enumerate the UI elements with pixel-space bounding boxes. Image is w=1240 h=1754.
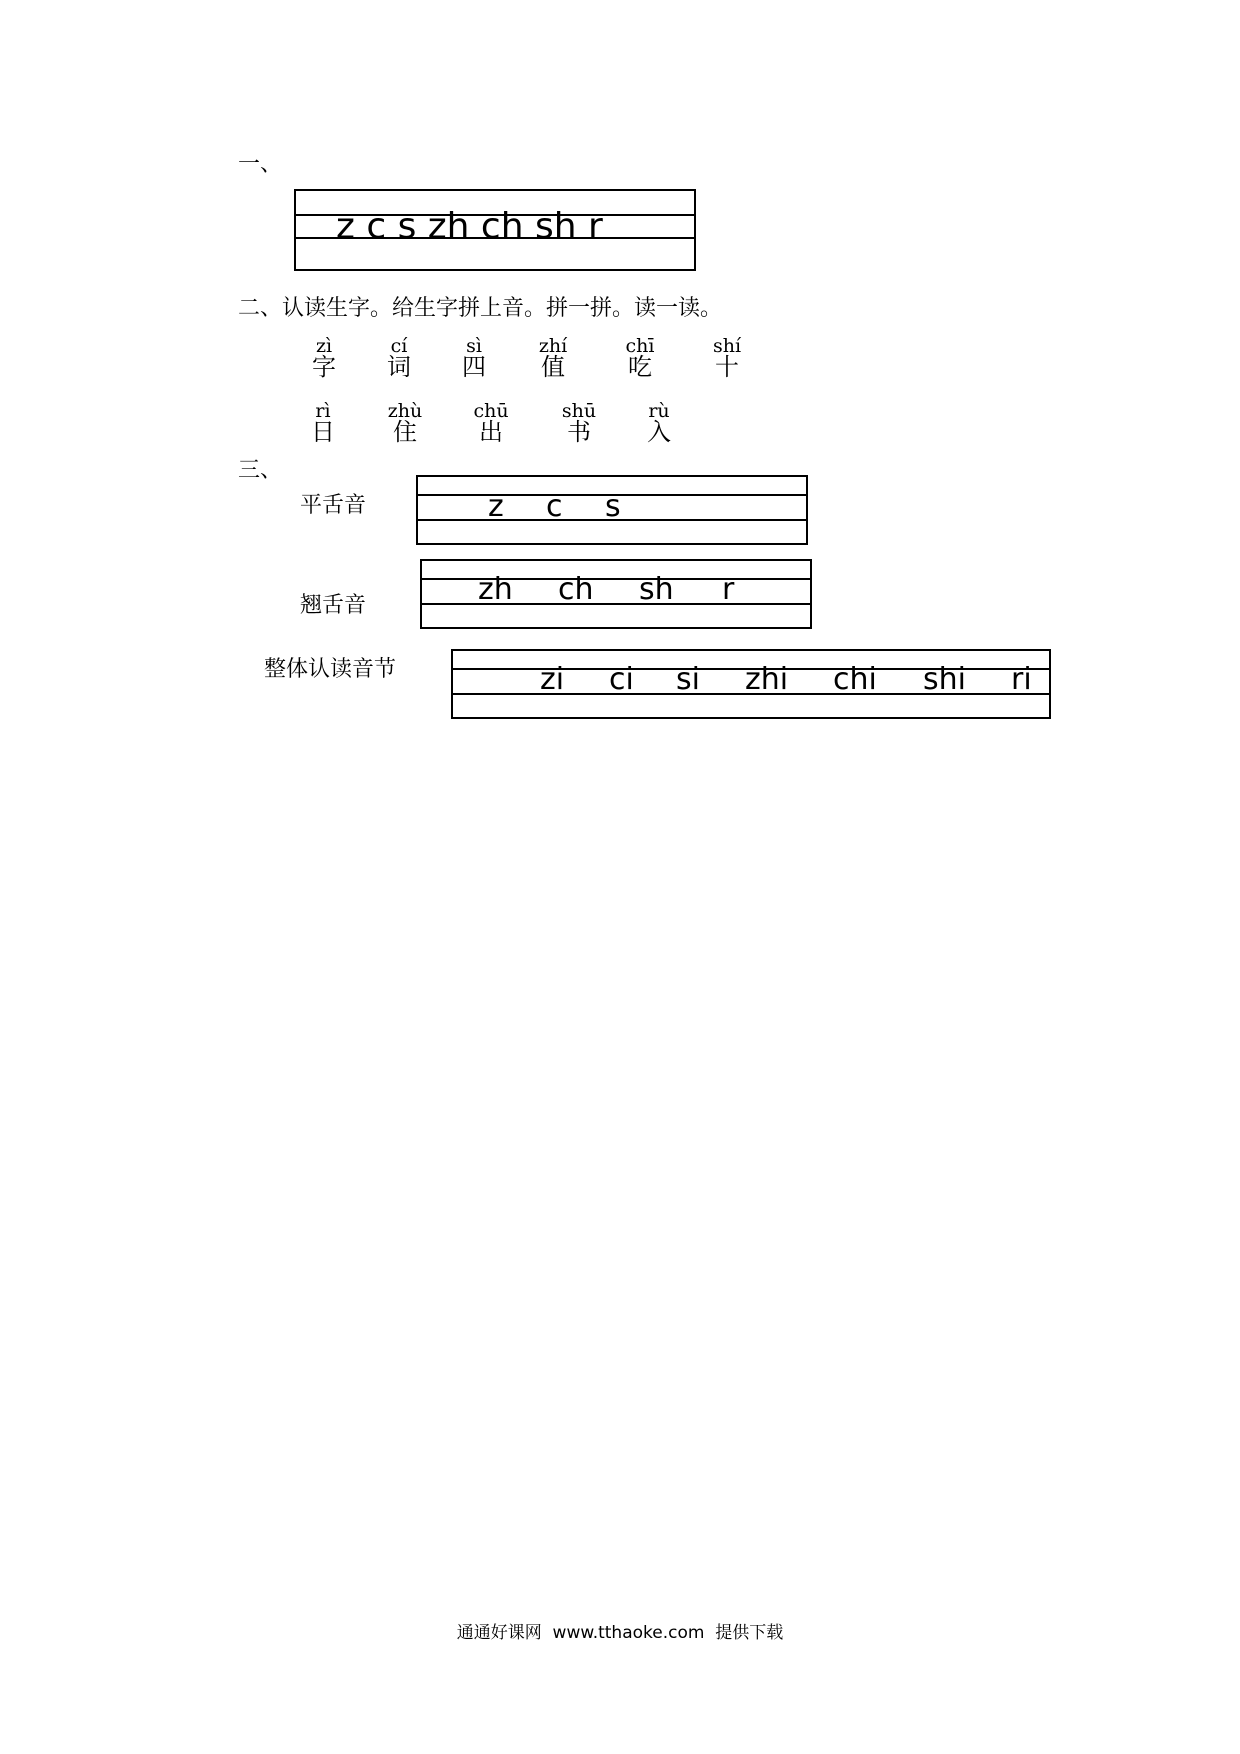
pinyin-label: cí xyxy=(390,335,408,357)
chinese-character: 字 xyxy=(312,353,336,381)
staff-syllable: zhi xyxy=(745,662,789,697)
section-3-number: 三、 xyxy=(238,458,283,483)
flat-tongue-staff xyxy=(416,475,808,545)
chinese-character: 入 xyxy=(647,418,671,446)
staff-syllable: shi xyxy=(923,662,966,697)
character-item xyxy=(434,336,514,380)
pinyin-label: rù xyxy=(648,400,670,422)
pinyin-label: zì xyxy=(315,335,333,357)
character-item xyxy=(283,401,363,445)
staff-syllable: si xyxy=(676,662,700,697)
chinese-character: 日 xyxy=(311,418,335,446)
character-item xyxy=(513,336,593,380)
staff-letter: z xyxy=(488,489,504,524)
character-item xyxy=(359,336,439,380)
character-item xyxy=(600,336,680,380)
chinese-character: 住 xyxy=(393,418,417,446)
character-item xyxy=(687,336,767,380)
staff-syllable: zi xyxy=(540,662,565,697)
staff-syllable: chi xyxy=(833,662,877,697)
staff-letter: sh xyxy=(639,572,674,607)
chinese-character: 十 xyxy=(715,353,739,381)
whole-syllable-label: 整体认读音节 xyxy=(264,657,397,682)
staff-letter: s xyxy=(605,489,621,524)
chinese-character: 值 xyxy=(541,353,565,381)
flat-tongue-label: 平舌音 xyxy=(300,493,367,518)
footer-credit: 通通好课网 www.tthaoke.com 提供下载 xyxy=(456,1623,784,1643)
staff-letter: r xyxy=(722,572,735,607)
staff-syllable: ri xyxy=(1011,662,1032,697)
retroflex-staff xyxy=(420,559,812,629)
pinyin-label: zhí xyxy=(538,335,568,357)
section-1-letters: z c s zh ch sh r xyxy=(336,206,603,247)
chinese-character: 四 xyxy=(462,353,486,381)
pinyin-label: chū xyxy=(473,400,509,422)
character-item xyxy=(365,401,445,445)
section-1-pinyin-staff xyxy=(294,189,696,271)
character-item xyxy=(619,401,699,445)
chinese-character: 吃 xyxy=(628,353,652,381)
staff-syllable: ci xyxy=(609,662,634,697)
chinese-character: 出 xyxy=(479,418,503,446)
chinese-character: 书 xyxy=(567,418,591,446)
whole-syllable-staff xyxy=(451,649,1051,719)
section-2-heading: 二、认读生字。给生字拼上音。拼一拼。读一读。 xyxy=(238,296,723,321)
chinese-character: 词 xyxy=(387,353,411,381)
pinyin-label: rì xyxy=(315,400,331,422)
staff-letter: c xyxy=(546,489,563,524)
staff-letter: zh xyxy=(478,572,513,607)
character-item xyxy=(284,336,364,380)
character-item xyxy=(539,401,619,445)
pinyin-label: sì xyxy=(466,335,482,357)
pinyin-label: shí xyxy=(712,335,742,357)
staff-letter: ch xyxy=(558,572,594,607)
pinyin-label: zhù xyxy=(387,400,423,422)
retroflex-label: 翘舌音 xyxy=(300,593,367,618)
section-1-number: 一、 xyxy=(238,152,283,177)
pinyin-label: chī xyxy=(625,335,655,357)
character-item xyxy=(451,401,531,445)
pinyin-label: shū xyxy=(561,400,597,422)
